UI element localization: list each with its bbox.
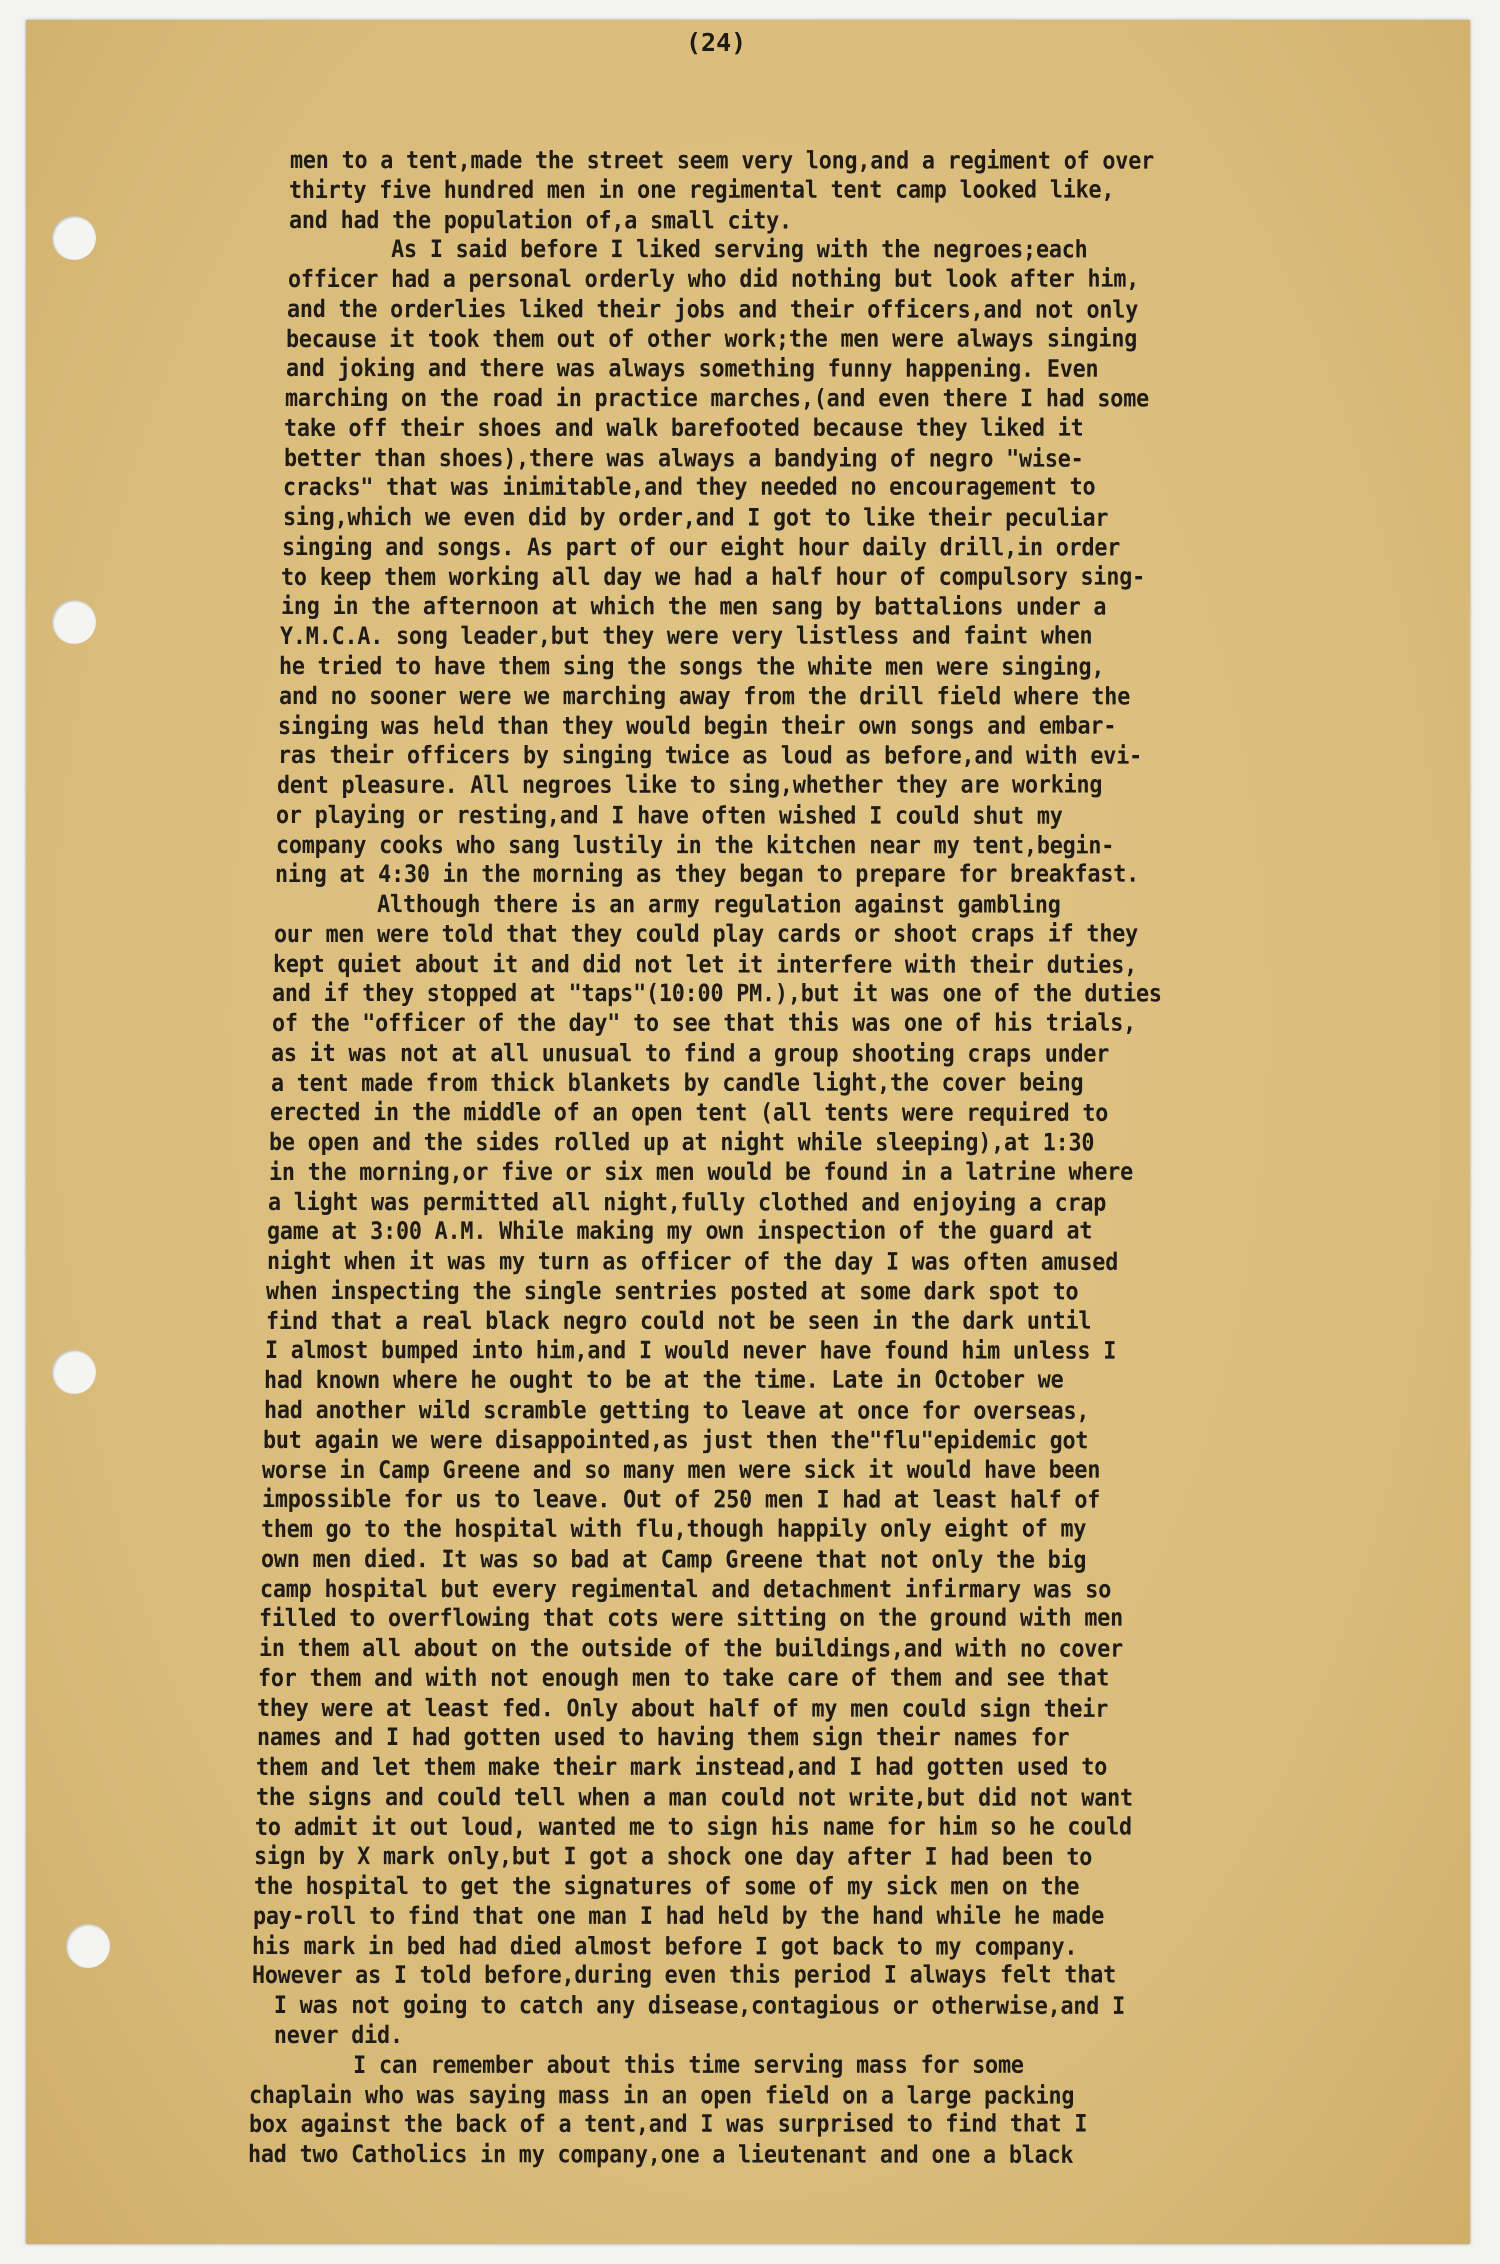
typed-text-body (26, 20, 1470, 2244)
text-line: a tent made from thick blankets by candle light,the cover being (270, 1068, 1084, 1097)
text-line: and had the population of,a small city. (288, 205, 792, 235)
text-line: our men were told that they could play cards or shoot craps if they (273, 919, 1138, 948)
text-line: erected in the middle of an open tent (all tents were required to (269, 1098, 1109, 1128)
text-line: I almost bumped into him,and I would never have found him unless I (264, 1336, 1117, 1366)
text-line: because it took them out of other work;the men were always singing (286, 324, 1138, 353)
text-line: had known where he ought to be at the time. Late in October we (264, 1365, 1064, 1395)
text-line: a light was permitted all night,fully clothed and enjoying a crap (268, 1187, 1107, 1217)
text-line: them go to the hospital with flu,though happily only eight of my (261, 1514, 1087, 1543)
text-line: had two Catholics in my company,one a lieutenant and one a black (247, 2140, 1074, 2169)
text-line: game at 3:00 A.M. While making my own inspection of the guard at (267, 1216, 1093, 1246)
text-line: filled to overflowing that cots were sitting on the ground with men (259, 1603, 1124, 1633)
text-line: ras their officers by singing twice as loud as before,and with evi- (277, 741, 1142, 770)
text-line: I can remember about this time serving mass for some (249, 2050, 1024, 2079)
text-line: box against the back of a tent,and I was surprised to find that I (248, 2109, 1087, 2139)
text-line: marching on the road in practice marches,(and even there I had some (284, 384, 1150, 413)
text-line: the signs and could tell when a man could not write,but did not want (255, 1782, 1133, 1812)
text-line: them and let them make their mark instead,and I had gotten used to (256, 1752, 1108, 1782)
text-line: in them all about on the outside of the buildings,and with no cover (258, 1634, 1123, 1663)
text-line: chaplain who was saying mass in an open field on a large packing (249, 2080, 1075, 2110)
text-line: worse in Camp Greene and so many men were sick it would have been (262, 1455, 1101, 1484)
text-line: kept quiet about it and did not let it interfere with their duties, (273, 949, 1138, 979)
text-line: the hospital to get the signatures of some of my sick men on the (253, 1872, 1079, 1901)
text-line: own men died. It was so bad at Camp Greene that not only the big (260, 1544, 1086, 1574)
text-line: and if they stopped at "taps"(10:00 PM.),but it was one of the duties (272, 979, 1163, 1008)
text-line: impossible for us to leave. Out of 250 men I had at least half of (261, 1485, 1101, 1514)
text-line: be open and the sides rolled up at night while sleeping),at 1:30 (269, 1128, 1095, 1157)
text-line: singing and songs. As part of our eight hour daily drill,in order (281, 532, 1121, 562)
text-line: pay-roll to find that one man I had held by the hand while he made (252, 1901, 1105, 1930)
text-line: Although there is an army regulation against gambling (274, 890, 1061, 919)
text-line: when inspecting the single sentries posted at some dark spot to (266, 1276, 1079, 1306)
text-line: thirty five hundred men in one regimental tent camp looked like, (289, 175, 1115, 204)
text-line: officer had a personal orderly who did nothing but look after him, (287, 264, 1139, 293)
text-line: of the "officer of the day" to see that this was one of his trials, (271, 1008, 1136, 1038)
text-line: singing was held than they would begin their own songs and embar- (278, 711, 1117, 740)
text-line: to admit it out loud, wanted me to sign his name for him so he could (254, 1812, 1132, 1841)
text-line: ning at 4:30 in the morning as they began to prepare for breakfast. (274, 859, 1140, 889)
text-line: ing in the afternoon at which the men sang by battalions under a (280, 592, 1106, 622)
text-line: dent pleasure. All negroes like to sing,whether they are working (276, 770, 1103, 799)
text-line: and joking and there was always something funny happening. Even (285, 354, 1099, 384)
text-line: or playing or resting,and I have often wished I could shut my (276, 800, 1063, 830)
text-line: and no sooner were we marching away from the drill field where the (278, 681, 1130, 711)
text-line: but again we were disappointed,as just then the"flu"epidemic got (262, 1425, 1089, 1455)
document-page (26, 20, 1470, 2244)
text-line: better than shoes),there was always a bandying of negro "wise- (283, 443, 1084, 473)
text-line: they were at least fed. Only about half of my men could sign their (257, 1693, 1109, 1723)
text-line: As I said before I liked serving with the negroes;each (288, 235, 1088, 264)
text-line: night when it was my turn as officer of the day I was often amused (266, 1247, 1118, 1277)
text-line: men to a tent,made the street seem very long,and a regiment of over (289, 146, 1155, 175)
text-line: I was not going to catch any disease,contagious or otherwise,and I (261, 1991, 1126, 2021)
text-line: he tried to have them sing the songs the white men were singing, (279, 651, 1105, 681)
text-line: However as I told before,during even this period I always felt that (251, 1960, 1116, 1990)
text-line: Y.M.C.A. song leader,but they were very listless and faint when (279, 621, 1093, 651)
text-line: for them and with not enough men to take care of them and see that (257, 1663, 1110, 1692)
text-line: in the morning,or five or six men would be found in a latrine where (268, 1157, 1133, 1186)
text-line: cracks" that was inimitable,and they needed no encouragement to (283, 472, 1096, 502)
text-line: find that a real black negro could not be seen in the dark until (265, 1306, 1091, 1335)
text-line: take off their shoes and walk barefooted because they liked it (284, 413, 1084, 442)
text-line: had another wild scramble getting to leave at once for overseas, (263, 1396, 1090, 1425)
text-line: as it was not at all unusual to find a group shooting craps under (271, 1038, 1110, 1068)
text-line: sing,which we even did by order,and I got to like their peculiar (282, 503, 1108, 532)
text-line: never did. (260, 2021, 403, 2050)
text-line: camp hospital but every regimental and detachment infirmary was so (259, 1574, 1112, 1603)
page-number: (24) (686, 28, 747, 57)
text-line: to keep them working all day we had a half hour of compulsory sing- (281, 562, 1146, 591)
text-line: company cooks who sang lustily in the kitchen near my tent,begin- (275, 830, 1114, 859)
text-line: names and I had gotten used to having them sign their names for (256, 1723, 1070, 1752)
text-line: sign by X mark only,but I got a shock one day after I had been to (254, 1842, 1093, 1872)
text-line: and the orderlies liked their jobs and their officers,and not only (286, 294, 1139, 324)
text-line: his mark in bed had died almost before I got back to my company. (252, 1931, 1078, 1961)
